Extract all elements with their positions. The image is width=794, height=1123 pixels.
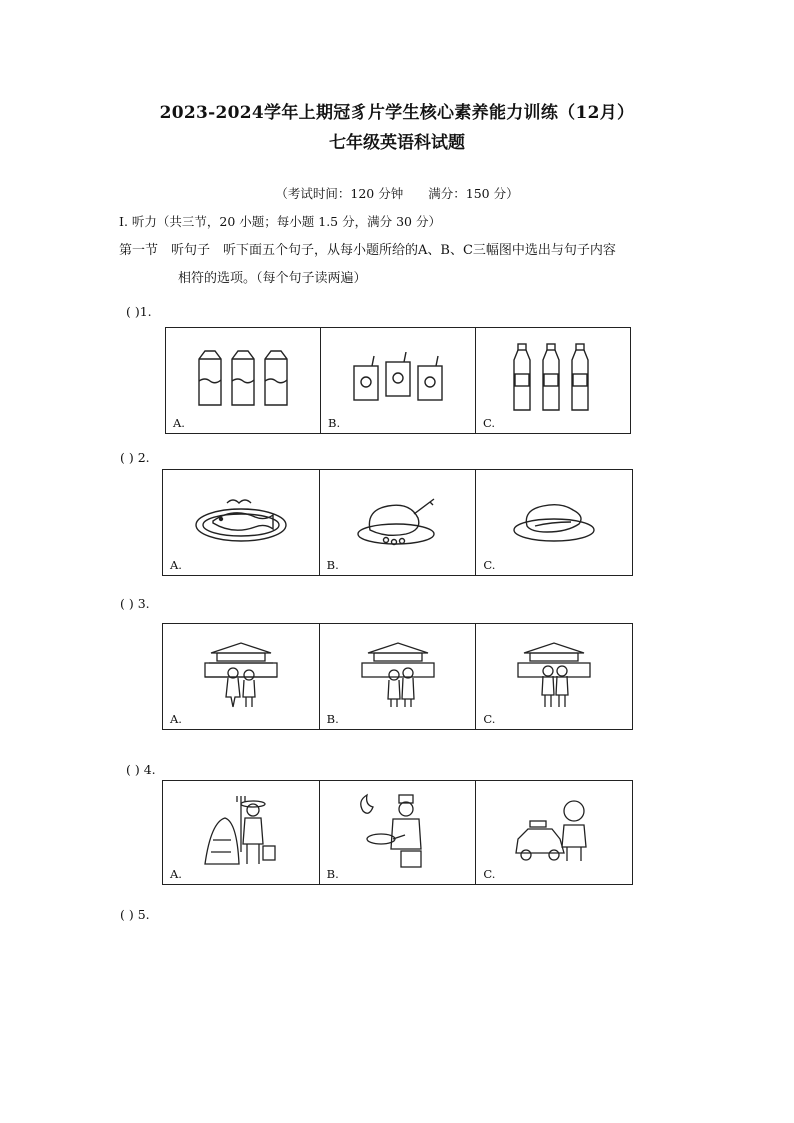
option-a-cell[interactable]	[163, 470, 320, 575]
people-at-tiananmen-icon	[201, 639, 281, 709]
option-label: B.	[326, 867, 339, 881]
subsection-instructions: 第一节 听句子 听下面五个句子，从每小题所给的A、B、C三幅图中选出与句子内容	[119, 243, 616, 258]
option-b-cell[interactable]	[320, 781, 477, 884]
option-a-cell[interactable]	[166, 328, 321, 433]
option-label: B.	[328, 416, 341, 430]
option-b-cell[interactable]	[321, 328, 476, 433]
question-2-label: ( ) 2.	[120, 450, 150, 465]
subsection-instructions-cont: 相符的选项。（每个句子读两遍）	[178, 271, 367, 286]
option-label: B.	[326, 712, 339, 726]
steak-plate-icon	[511, 496, 597, 544]
option-c-cell[interactable]	[476, 624, 632, 729]
people-at-tiananmen-icon	[514, 639, 594, 709]
option-label: A.	[170, 712, 182, 726]
taxi-driver-icon	[512, 797, 596, 863]
water-bottles-icon	[508, 342, 598, 414]
question-3-label: ( ) 3.	[120, 596, 150, 611]
people-at-tiananmen-icon	[358, 639, 438, 709]
milk-cartons-icon	[193, 347, 293, 409]
juice-boxes-icon	[350, 352, 446, 404]
option-c-cell[interactable]	[476, 781, 632, 884]
question-1-label: ( )1.	[126, 304, 152, 319]
question-4-options	[162, 780, 633, 885]
option-label: C.	[483, 712, 496, 726]
question-4-label: ( ) 4.	[126, 762, 156, 777]
fish-dish-icon	[193, 495, 289, 545]
option-c-cell[interactable]	[476, 328, 630, 433]
page-title-line2: 七年级英语科试题	[329, 133, 465, 153]
cook-icon	[355, 791, 441, 869]
option-label: A.	[170, 867, 182, 881]
option-b-cell[interactable]	[320, 470, 477, 575]
question-3-options	[162, 623, 633, 730]
option-a-cell[interactable]	[163, 624, 320, 729]
exam-info: （考试时间：120 分钟 满分：150 分）	[275, 186, 519, 201]
part-title: I. 听力（共三节，20 小题；每小题 1.5 分，满分 30 分）	[119, 214, 441, 229]
question-5-label: ( ) 5.	[120, 907, 150, 922]
option-label: A.	[173, 416, 185, 430]
question-2-options	[162, 469, 633, 576]
option-c-cell[interactable]	[476, 470, 632, 575]
option-label: A.	[170, 558, 182, 572]
option-a-cell[interactable]	[163, 781, 320, 884]
roast-chicken-icon	[356, 492, 440, 548]
option-label: C.	[483, 416, 496, 430]
option-label: C.	[483, 558, 496, 572]
question-1-options	[165, 327, 631, 434]
page-title-line1: 2023-2024学年上期冠豸片学生核心素养能力训练（12月）	[159, 103, 635, 123]
option-label: C.	[483, 867, 496, 881]
farmer-icon	[201, 792, 281, 868]
option-b-cell[interactable]	[320, 624, 477, 729]
option-label: B.	[326, 558, 339, 572]
